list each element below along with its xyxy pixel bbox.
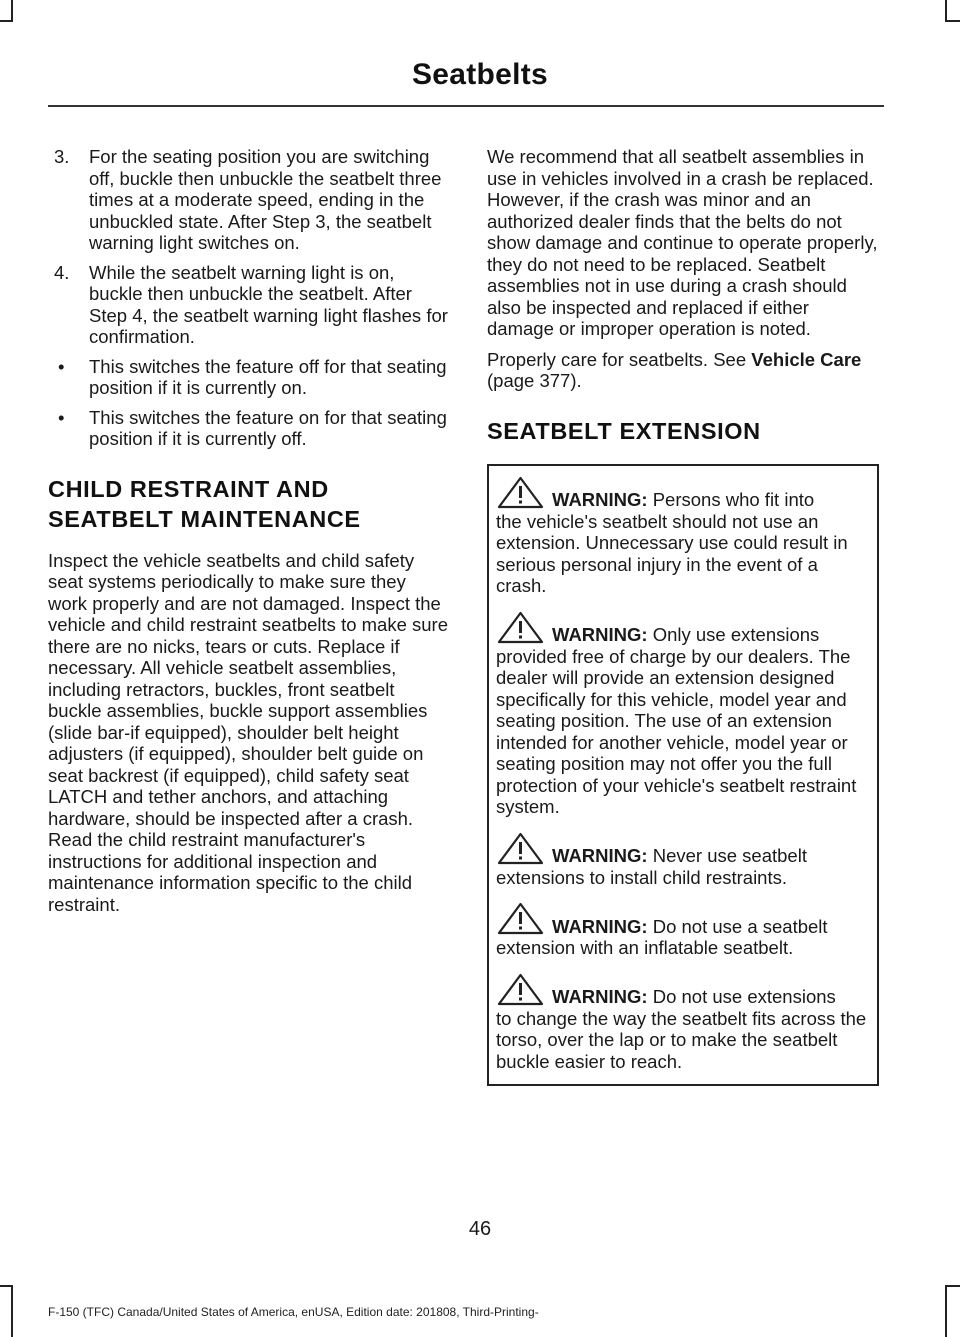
- maintenance-paragraph: Inspect the vehicle seatbelts and child safety seat systems periodically to make sure they work properly and are not damaged. Inspect the vehicle and child restraint seatbelts to make sure there are no nicks, tears or cuts. Replace if necessary. All vehicle seatbelt assemblies, including retractors, buckles, front seatbelt buckle assemblies, buckle support assemblies (slide bar-if equipped), shoulder belt height adjusters (if equipped), shoulder belt guide on seat backrest (if equipped), child safety seat LATCH and tether anchors, and attaching hardware, should be inspected after a crash. Read the child restraint manufacturer's instructions for additional inspection and maintenance information specific to the child restraint.: [48, 549, 449, 915]
- warning-label: WARNING:: [552, 845, 648, 866]
- heading-line: CHILD RESTRAINT AND: [48, 475, 329, 502]
- numbered-step-4: [48, 262, 448, 348]
- page-number: 46: [468, 1218, 492, 1240]
- warning-label: WARNING:: [552, 986, 648, 1007]
- warning-item: [496, 611, 869, 818]
- crop-mark: [946, 1285, 960, 1287]
- bullet-text: This switches the feature on for that seating position if it is currently off.: [89, 406, 447, 449]
- section-heading-child-restraint: [48, 474, 448, 534]
- heading-line: SEATBELT MAINTENANCE: [48, 505, 361, 532]
- section-heading-seatbelt-extension: SEATBELT EXTENSION: [487, 417, 761, 444]
- care-suffix: (page 377).: [487, 370, 582, 391]
- right-column: [487, 146, 879, 1086]
- step-text: While the seatbelt warning light is on, buckle then unbuckle the seatbelt. After Step 4, the seatbelt warning light flashes for confirmation.: [89, 261, 448, 347]
- header-divider: [48, 105, 884, 107]
- warning-label: WARNING:: [552, 489, 648, 510]
- bullet-dot: •: [58, 406, 65, 428]
- warning-text: the vehicle's seatbelt should not use an extension. Unnecessary use could result in serious personal injury in the event of a crash.: [496, 510, 848, 596]
- warning-text: extensions to install child restraints.: [496, 866, 787, 888]
- warning-triangle-icon: [496, 973, 545, 1006]
- warning-text-start: Do not use a seatbelt: [647, 915, 828, 937]
- crop-mark: [11, 1285, 13, 1337]
- numbered-step-3: [48, 146, 448, 254]
- crop-mark: [0, 1285, 12, 1287]
- warning-text-start: Never use seatbelt: [647, 845, 807, 866]
- warning-item: [496, 973, 869, 1073]
- warning-text-start: Persons who fit into: [647, 489, 815, 510]
- warning-text-start: Do not use extensions: [647, 986, 836, 1007]
- page-title: Seatbelts: [411, 58, 549, 91]
- warning-label: WARNING:: [552, 915, 648, 937]
- vehicle-care-link[interactable]: Vehicle Care: [751, 348, 862, 370]
- bullet-text: This switches the feature off for that seating position if it is currently on.: [89, 355, 447, 398]
- warning-text: provided free of charge by our dealers. The dealer will provide an extension designed specifically for this vehicle, model year and seating position. The use of an extension intended for another vehicle, model year or seating position may not offer you the full protection of your vehicle's seatbelt restraint system.: [496, 645, 857, 817]
- step-number: 4.: [54, 261, 70, 283]
- warning-text: to change the way the seatbelt fits across the torso, over the lap or to make the seatbelt buckle easier to reach.: [496, 1007, 867, 1072]
- warning-text: extension with an inflatable seatbelt.: [496, 937, 794, 958]
- warning-triangle-icon: [496, 476, 545, 509]
- bullet-dot: •: [58, 355, 65, 377]
- warning-item: [496, 902, 869, 959]
- replacement-paragraph: We recommend that all seatbelt assemblies in use in vehicles involved in a crash be replaced. However, if the crash was minor and an authorized dealer finds that the belts do not show damage and continue to operate properly, they do not need to be replaced. Seatbelt assemblies not in use during a crash should also be inspected and replaced if either damage or improper operation is noted.: [487, 146, 878, 339]
- crop-mark: [0, 20, 12, 22]
- footer-edition-info: F-150 (TFC) Canada/United States of America, enUSA, Edition date: 201808, Third-Printing-: [48, 1305, 539, 1319]
- crop-mark: [945, 1285, 947, 1337]
- left-column: [48, 146, 448, 924]
- warning-triangle-icon: [496, 902, 545, 935]
- step-text: For the seating position you are switching off, buckle then unbuckle the seatbelt three times at a moderate speed, ending in the unbuckled state. After Step 3, the seatbelt warning light switches on.: [89, 146, 442, 253]
- warning-triangle-icon: [496, 611, 545, 644]
- crop-mark: [945, 0, 947, 22]
- warning-item: [496, 832, 869, 889]
- crop-mark: [946, 20, 960, 22]
- step-number: 3.: [54, 146, 70, 167]
- warning-item: [496, 476, 869, 597]
- crop-mark: [11, 0, 13, 22]
- bullet-item: [48, 407, 448, 450]
- bullet-item: [48, 356, 448, 399]
- care-prefix: Properly care for seatbelts. See: [487, 348, 752, 370]
- warning-label: WARNING:: [552, 624, 648, 645]
- warning-text-start: Only use extensions: [647, 624, 820, 645]
- warning-triangle-icon: [496, 832, 545, 865]
- care-paragraph: [487, 349, 879, 392]
- warnings-box: [487, 464, 879, 1087]
